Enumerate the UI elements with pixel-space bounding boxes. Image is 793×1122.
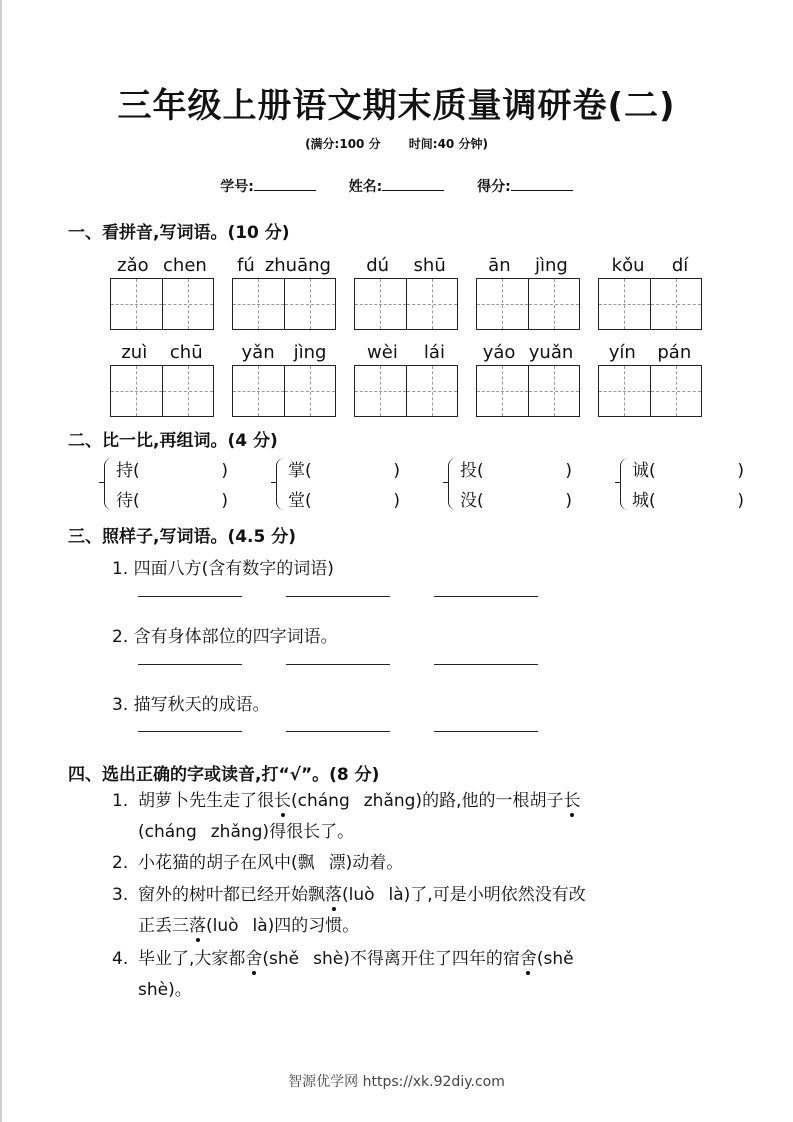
question-text: 胡萝卜先生走了很 — [138, 791, 274, 811]
pinyin-group — [110, 252, 214, 330]
close-paren: ) — [393, 491, 400, 511]
writing-grid[interactable] — [110, 278, 214, 330]
section4-heading: 四、选出正确的字或读音,打“√”。(8 分) — [68, 765, 380, 785]
pinyin-group — [232, 252, 336, 330]
close-paren: ) — [221, 491, 228, 511]
pinyin-group — [354, 339, 458, 417]
writing-grid[interactable] — [232, 365, 336, 417]
question-text: 小花猫的胡子在风中(飘 — [138, 853, 315, 873]
tian-cell[interactable] — [355, 366, 406, 416]
reading-option[interactable]: (shě — [262, 949, 300, 969]
tian-cell[interactable] — [477, 366, 528, 416]
pinyin-syllable: zǎo — [117, 255, 149, 276]
answer-blank[interactable] — [286, 731, 390, 732]
student-info — [0, 176, 793, 196]
dotted-char: 落 — [325, 885, 342, 905]
pinyin-label — [476, 339, 580, 363]
student-id-label: 学号: — [220, 179, 254, 195]
dotted-char: 长 — [563, 791, 581, 811]
pinyin-group — [476, 252, 580, 330]
compare-line[interactable] — [460, 486, 572, 516]
s3-question-2: 2. 含有身体部位的四字词语。 — [112, 627, 338, 647]
answer-blank[interactable] — [286, 596, 390, 597]
compare-line[interactable] — [116, 456, 228, 486]
question-text: là)四的习惯。 — [252, 916, 360, 936]
writing-grid[interactable] — [598, 365, 702, 417]
dotted-char: 舍 — [245, 949, 263, 969]
tian-cell[interactable] — [528, 366, 580, 416]
pinyin-syllable: dú — [366, 255, 390, 276]
char-prompt: 持( — [116, 461, 140, 481]
close-paren: ) — [393, 461, 400, 481]
answer-blanks — [138, 731, 538, 732]
pinyin-group — [110, 339, 214, 417]
close-paren: ) — [221, 461, 228, 481]
s4-question-1 — [112, 786, 712, 848]
s4-question-4 — [112, 944, 712, 1006]
pinyin-label — [598, 339, 702, 363]
tian-cell[interactable] — [406, 366, 458, 416]
question-number: 1. — [112, 791, 129, 811]
writing-grid[interactable] — [354, 278, 458, 330]
pinyin-row-2 — [110, 339, 702, 417]
brace-icon — [448, 458, 457, 510]
page-edge-line — [0, 0, 2, 1122]
compare-group — [104, 456, 228, 516]
pinyin-syllable: chū — [169, 342, 203, 363]
char-prompt: 城( — [632, 491, 656, 511]
pinyin-syllable: dí — [671, 255, 689, 276]
pinyin-syllable: yín — [608, 342, 636, 363]
reading-option[interactable]: (luò — [342, 885, 375, 905]
question-text: zhǎng)的路,他的一根胡子 — [363, 791, 564, 811]
dotted-char: 舍 — [519, 949, 537, 969]
tian-cell[interactable] — [650, 279, 702, 329]
answer-blank[interactable] — [138, 664, 242, 665]
page-title: 三年级上册语文期末质量调研卷(二) — [117, 86, 676, 126]
writing-grid[interactable] — [598, 278, 702, 330]
tian-cell[interactable] — [111, 279, 162, 329]
pinyin-syllable: pán — [657, 342, 692, 363]
pinyin-row-1 — [110, 252, 702, 330]
char-prompt: 投( — [460, 461, 484, 481]
writing-grid[interactable] — [476, 278, 580, 330]
char-prompt: 待( — [116, 491, 140, 511]
pinyin-label — [598, 252, 702, 276]
pinyin-syllable: ān — [488, 255, 511, 276]
compare-groups — [104, 456, 744, 516]
pinyin-label — [232, 339, 336, 363]
full-score: (满分:100 分 — [305, 137, 381, 151]
reading-option[interactable]: shè)。 — [138, 980, 192, 1000]
pinyin-syllable: jìng — [293, 342, 327, 363]
close-paren: ) — [565, 491, 572, 511]
tian-cell[interactable] — [406, 279, 458, 329]
pinyin-label — [354, 339, 458, 363]
answer-blank[interactable] — [138, 596, 242, 597]
pinyin-group — [598, 252, 702, 330]
writing-grid[interactable] — [232, 278, 336, 330]
pinyin-group — [476, 339, 580, 417]
pinyin-syllable: zhuāng — [264, 255, 331, 276]
reading-option[interactable]: (luò — [206, 916, 239, 936]
compare-line[interactable] — [116, 486, 228, 516]
compare-group — [448, 456, 572, 516]
question-number: 3. — [112, 885, 129, 905]
pinyin-group — [598, 339, 702, 417]
s3-question-1: 1. 四面八方(含有数字的词语) — [112, 559, 334, 579]
tian-cell[interactable] — [284, 279, 336, 329]
tian-cell[interactable] — [599, 366, 650, 416]
writing-grid[interactable] — [354, 365, 458, 417]
s4-question-3 — [112, 880, 712, 942]
char-prompt: 掌( — [288, 461, 312, 481]
compare-line[interactable] — [288, 456, 400, 486]
reading-option[interactable]: (cháng — [138, 822, 197, 842]
compare-line[interactable] — [288, 486, 400, 516]
pinyin-syllable: wèi — [367, 342, 398, 363]
tian-cell[interactable] — [477, 279, 528, 329]
dotted-char: 长 — [274, 791, 291, 811]
question-text: 毕业了,大家都 — [138, 949, 246, 969]
student-name-blank[interactable] — [382, 177, 444, 191]
brace-icon — [276, 458, 285, 510]
score-field[interactable] — [477, 176, 573, 196]
student-id-field[interactable] — [220, 176, 316, 196]
char-prompt: 诚( — [632, 461, 656, 481]
score-blank[interactable] — [511, 177, 573, 191]
reading-option[interactable]: (shě — [536, 949, 574, 969]
answer-blank[interactable] — [286, 664, 390, 665]
s3-question-3: 3. 描写秋天的成语。 — [112, 695, 270, 715]
pinyin-syllable: lái — [423, 342, 445, 363]
close-paren: ) — [737, 491, 744, 511]
compare-line[interactable] — [632, 486, 744, 516]
tian-cell[interactable] — [528, 279, 580, 329]
pinyin-syllable: kǒu — [611, 255, 645, 276]
time-limit: 时间:40 分钟) — [408, 137, 488, 151]
tian-cell[interactable] — [599, 279, 650, 329]
pinyin-label — [110, 252, 214, 276]
compare-line[interactable] — [632, 456, 744, 486]
tian-cell[interactable] — [650, 366, 702, 416]
compare-group — [276, 456, 400, 516]
pinyin-syllable: shū — [413, 255, 446, 276]
question-number: 2. — [112, 853, 129, 873]
tian-cell[interactable] — [233, 279, 284, 329]
brace-icon — [104, 458, 113, 510]
question-text: shè)不得离开住了四年的宿 — [313, 949, 520, 969]
tian-cell[interactable] — [355, 279, 406, 329]
pinyin-syllable: jìng — [534, 255, 568, 276]
answer-blank[interactable] — [138, 731, 242, 732]
section3-heading: 三、照样子,写词语。(4.5 分) — [68, 527, 297, 547]
s4-question-2 — [112, 848, 712, 879]
student-name-field[interactable] — [349, 176, 445, 196]
tian-cell[interactable] — [284, 366, 336, 416]
tian-cell[interactable] — [111, 366, 162, 416]
writing-grid[interactable] — [110, 365, 214, 417]
answer-blank[interactable] — [434, 731, 538, 732]
writing-grid[interactable] — [476, 365, 580, 417]
question-text: zhǎng)得很长了。 — [210, 822, 355, 842]
score-label: 得分: — [477, 179, 511, 195]
tian-cell[interactable] — [233, 366, 284, 416]
pinyin-syllable: fú — [237, 255, 255, 276]
section1-heading: 一、看拼音,写词语。(10 分) — [68, 223, 290, 243]
close-paren: ) — [737, 461, 744, 481]
question-text: 漂)动着。 — [328, 853, 404, 873]
footer-watermark: 智源优学网 https://xk.92diy.com — [288, 1074, 505, 1090]
answer-blanks — [138, 596, 538, 597]
question-text: 窗外的树叶都已经开始飘 — [138, 885, 325, 905]
pinyin-label — [232, 252, 336, 276]
pinyin-group — [232, 339, 336, 417]
pinyin-group — [354, 252, 458, 330]
pinyin-syllable: yáo — [482, 342, 516, 363]
compare-group — [620, 456, 744, 516]
dotted-char: 落 — [189, 916, 206, 936]
char-prompt: 没( — [460, 491, 484, 511]
question-text: là)了,可是小明依然没有改 — [388, 885, 586, 905]
pinyin-label — [110, 339, 214, 363]
student-name-label: 姓名: — [348, 179, 383, 195]
close-paren: ) — [565, 461, 572, 481]
char-prompt: 堂( — [288, 491, 312, 511]
answer-blank[interactable] — [434, 596, 538, 597]
question-number: 4. — [112, 949, 129, 969]
pinyin-syllable: yuǎn — [528, 342, 574, 363]
tian-cell[interactable] — [162, 366, 214, 416]
answer-blanks — [138, 664, 538, 665]
answer-blank[interactable] — [434, 664, 538, 665]
pinyin-syllable: yǎn — [241, 342, 275, 363]
pinyin-label — [354, 252, 458, 276]
tian-cell[interactable] — [162, 279, 214, 329]
student-id-blank[interactable] — [254, 177, 316, 191]
section2-heading: 二、比一比,再组词。(4 分) — [68, 431, 278, 451]
pinyin-syllable: zuì — [121, 342, 148, 363]
reading-option[interactable]: (cháng — [291, 791, 350, 811]
exam-subtitle — [0, 135, 793, 152]
pinyin-label — [476, 252, 580, 276]
compare-line[interactable] — [460, 456, 572, 486]
question-text: 正丢三 — [138, 916, 189, 936]
brace-icon — [620, 458, 629, 510]
pinyin-syllable: chen — [163, 255, 207, 276]
